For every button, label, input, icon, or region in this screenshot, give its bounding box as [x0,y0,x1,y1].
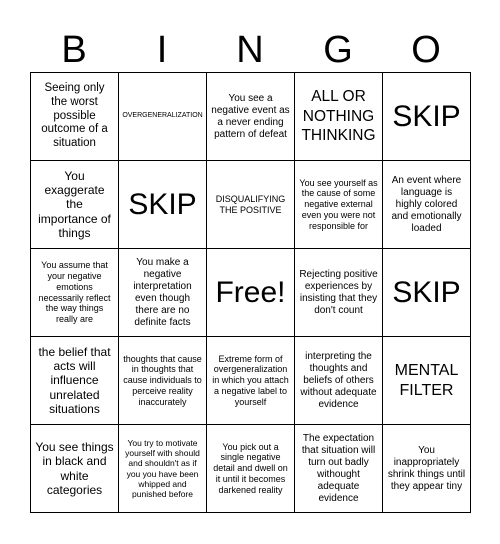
cell-text: An event where language is highly colored and emotionally loaded [391,174,462,234]
bingo-header [30,28,470,72]
bingo-cell-r3c2[interactable] [119,249,207,337]
cell-text: SKIP [392,99,461,133]
header-letter-b: B [61,29,87,71]
bingo-cell-r3c1[interactable] [31,249,119,337]
cell-text: You make a negative interpretation even though there are no definite facts [133,256,192,328]
cell-text: You pick out a single negative detail and dwell on it until it becomes darkened reality [213,441,288,495]
cell-text: You inappropriately shrink things until they appear tiny [387,444,466,492]
cell-text: the belief that acts will influence unrelated situations [38,344,111,417]
cell-text: SKIP [392,275,461,309]
bingo-cell-r3c4[interactable] [295,249,383,337]
bingo-cell-r5c3[interactable] [207,425,295,513]
bingo-cell-r1c5[interactable] [383,73,471,161]
cell-text: OVERGENERALIZATION [122,112,203,120]
cell-text: interpreting the thoughts and beliefs of others without adequate evidence [300,350,377,410]
cell-text: You assume that your negative emotions necessarily reflect the way things really are [38,260,111,325]
bingo-cell-r1c4[interactable] [295,73,383,161]
bingo-cell-r1c1[interactable] [31,73,119,161]
cell-text: You see things in black and white categories [35,439,114,497]
header-letter-i: I [156,29,168,71]
cell-text: You try to motivate yourself with should and shouldn't as if you you have been whipped and punished before [125,437,200,499]
cell-text: Seeing only the worst possible outcome of a situation [41,82,108,150]
bingo-cell-r2c4[interactable] [295,161,383,249]
cell-text: MENTAL FILTER [394,361,459,399]
bingo-cell-r1c2[interactable] [119,73,207,161]
cell-text: DISQUALIFYING THE POSITIVE [215,193,286,215]
cell-text: You exaggerate the importance of things [38,168,111,241]
header-letter-o: O [411,29,441,71]
cell-text: SKIP [128,187,197,221]
bingo-cell-r4c2[interactable] [119,337,207,425]
cell-text: ALL OR NOTHING THINKING [301,88,376,145]
bingo-cell-r3c5[interactable] [383,249,471,337]
cell-text: You see a negative event as a never ending pattern of defeat [211,92,290,140]
bingo-cell-r4c4[interactable] [295,337,383,425]
bingo-cell-r4c5[interactable] [383,337,471,425]
bingo-cell-r5c5[interactable] [383,425,471,513]
bingo-cell-r5c1[interactable] [31,425,119,513]
bingo-cell-r5c2[interactable] [119,425,207,513]
bingo-cell-r3c3-free[interactable] [207,249,295,337]
cell-text: Free! [215,275,286,309]
bingo-cell-r1c3[interactable] [207,73,295,161]
cell-text: You see yourself as the cause of some negative external even you were not responsible for [299,177,378,231]
cell-text: The expectation that situation will turn out badly withought adequate evidence [301,432,376,504]
bingo-cell-r2c2[interactable] [119,161,207,249]
cell-text: Extreme form of overgeneralization in which you attach a negative label to yourself [212,353,289,407]
bingo-cell-r5c4[interactable] [295,425,383,513]
bingo-board [30,72,471,513]
cell-text: Rejecting positive experiences by insisting that they don't count [299,268,378,316]
bingo-cell-r2c1[interactable] [31,161,119,249]
bingo-cell-r4c1[interactable] [31,337,119,425]
bingo-cell-r4c3[interactable] [207,337,295,425]
header-letter-n: N [236,29,264,71]
cell-text: thoughts that cause in thoughts that cause individuals to perceive reality inaccurately [123,353,202,407]
header-letter-g: G [323,29,353,71]
bingo-cell-r2c5[interactable] [383,161,471,249]
bingo-cell-r2c3[interactable] [207,161,295,249]
